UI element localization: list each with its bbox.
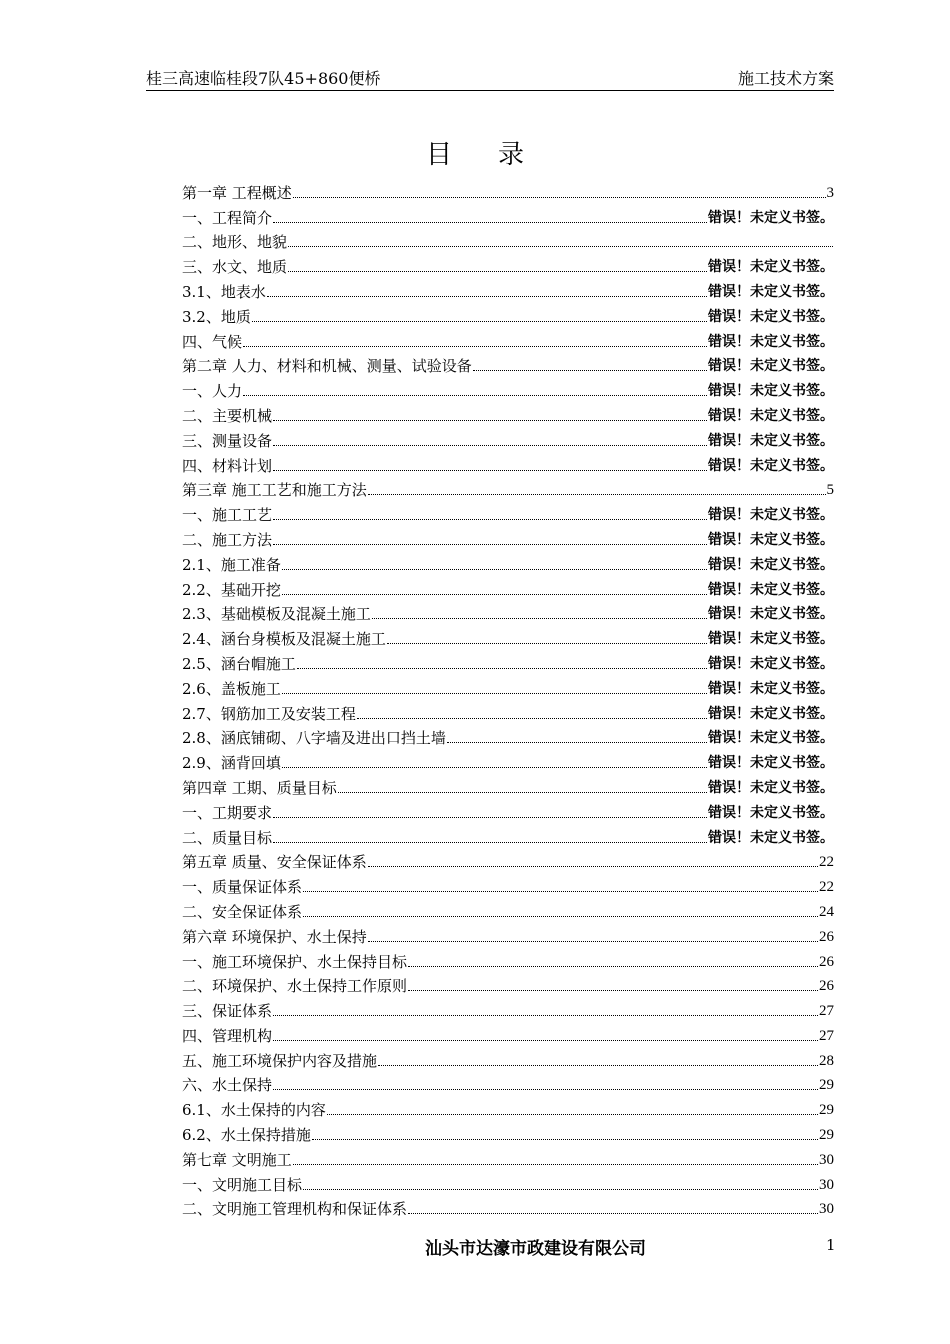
toc-dot-leader: [273, 817, 707, 818]
toc-entry[interactable]: [182, 649, 834, 674]
toc-entry-page: 26: [819, 928, 834, 945]
toc-entry-page: 错误！未定义书签。: [708, 209, 834, 226]
toc-entry[interactable]: [182, 1120, 834, 1145]
toc-entry[interactable]: [182, 947, 834, 972]
toc-dot-leader: [447, 742, 707, 743]
toc-dot-leader: [303, 916, 818, 917]
toc-entry[interactable]: [182, 277, 834, 302]
toc-dot-leader: [243, 395, 707, 396]
toc-dot-leader: [387, 643, 707, 644]
toc-dot-leader: [282, 594, 707, 595]
toc-dot-leader: [368, 941, 818, 942]
toc-entry-label: 第四章 工期、质量目标: [182, 778, 337, 797]
toc-entry-page: 错误！未定义书签。: [708, 407, 834, 424]
toc-entry[interactable]: [182, 1095, 834, 1120]
toc-entry-page: 错误！未定义书签。: [708, 581, 834, 598]
toc-entry-page: 错误！未定义书签。: [708, 556, 834, 573]
toc-title: 目录: [425, 140, 570, 170]
toc-entry-label: 二、施工方法: [182, 530, 273, 549]
toc-entry-label: 三、保证体系: [182, 1002, 273, 1021]
toc-entry-page: 错误！未定义书签。: [708, 358, 834, 375]
toc-entry[interactable]: [182, 748, 834, 773]
toc-entry-page: 错误！未定义书签。: [708, 259, 834, 276]
toc-entry-page: 30: [819, 1151, 834, 1168]
toc-entry-label: 六、水土保持: [182, 1076, 273, 1095]
toc-dot-leader: [368, 494, 826, 495]
toc-entry-page: 错误！未定义书签。: [708, 631, 834, 648]
header-document-type: 施工技术方案: [737, 69, 834, 88]
toc-entry[interactable]: [182, 972, 834, 997]
toc-entry[interactable]: [182, 302, 834, 327]
toc-entry[interactable]: [182, 203, 834, 228]
toc-dot-leader: [273, 1040, 818, 1041]
toc-entry-label: 二、质量目标: [182, 828, 273, 847]
toc-entry[interactable]: [182, 252, 834, 277]
toc-entry-label: 2.8、涵底铺砌、八字墙及进出口挡土墙: [182, 729, 446, 748]
toc-entry-page: 29: [819, 1077, 834, 1094]
toc-entry-label: 一、工程简介: [182, 208, 273, 227]
page-footer: [0, 1234, 950, 1258]
toc-dot-leader: [408, 990, 818, 991]
toc-entry[interactable]: [182, 1046, 834, 1071]
toc-entry-label: 一、人力: [182, 382, 243, 401]
toc-dot-leader: [368, 866, 818, 867]
toc-dot-leader: [338, 792, 707, 793]
toc-entry-label: 一、施工环境保护、水土保持目标: [182, 952, 408, 971]
toc-entry-page: 30: [819, 1176, 834, 1193]
toc-entry[interactable]: [182, 376, 834, 401]
toc-dot-leader: [303, 891, 818, 892]
toc-entry-label: 一、工期要求: [182, 803, 273, 822]
toc-dot-leader: [273, 842, 707, 843]
toc-dot-leader: [378, 1065, 818, 1066]
toc-entry-page: 26: [819, 953, 834, 970]
toc-entry[interactable]: [182, 922, 834, 947]
toc-entry-label: 6.1、水土保持的内容: [182, 1101, 326, 1120]
toc-entry-label: 二、地形、地貌: [182, 233, 288, 252]
toc-entry-page: 错误！未定义书签。: [708, 457, 834, 474]
toc-entry[interactable]: [182, 525, 834, 550]
toc-entry[interactable]: [182, 228, 834, 253]
toc-entry[interactable]: [182, 401, 834, 426]
toc-entry-page: 22: [819, 879, 834, 896]
toc-dot-leader: [273, 1015, 818, 1016]
toc-dot-leader: [273, 1089, 818, 1090]
toc-entry-label: 第一章 工程概述: [182, 183, 292, 202]
toc-entry-page: 错误！未定义书签。: [708, 829, 834, 846]
toc-dot-leader: [297, 668, 707, 669]
toc-entry[interactable]: [182, 624, 834, 649]
toc-entry-label: 第五章 质量、安全保证体系: [182, 853, 367, 872]
toc-entry-label: 二、安全保证体系: [182, 902, 303, 921]
page-header: [146, 66, 834, 91]
toc-dot-leader: [293, 1164, 818, 1165]
toc-entry-page: 错误！未定义书签。: [708, 606, 834, 623]
toc-entry[interactable]: [182, 699, 834, 724]
toc-dot-leader: [288, 271, 707, 272]
toc-entry-page: 错误！未定义书签。: [708, 705, 834, 722]
toc-entry-label: 第二章 人力、材料和机械、测量、试验设备: [182, 357, 472, 376]
toc-entry[interactable]: [182, 724, 834, 749]
toc-entry[interactable]: [182, 327, 834, 352]
toc-entry-page: 错误！未定义书签。: [708, 655, 834, 672]
toc-entry-label: 2.4、涵台身模板及混凝土施工: [182, 630, 386, 649]
toc-entry-label: 一、施工工艺: [182, 506, 273, 525]
toc-entry-page: 错误！未定义书签。: [708, 333, 834, 350]
toc-dot-leader: [252, 321, 707, 322]
toc-entry[interactable]: [182, 848, 834, 873]
toc-entry-page: 29: [819, 1102, 834, 1119]
toc-entry-label: 2.1、施工准备: [182, 555, 281, 574]
toc-entry-label: 一、质量保证体系: [182, 878, 303, 897]
toc-entry[interactable]: [182, 451, 834, 476]
toc-entry-label: 2.5、涵台帽施工: [182, 654, 296, 673]
toc-dot-leader: [273, 470, 707, 471]
toc-entry-page: 错误！未定义书签。: [708, 755, 834, 772]
toc-entry[interactable]: [182, 352, 834, 377]
toc-dot-leader: [267, 296, 707, 297]
toc-entry-page: 30: [819, 1201, 834, 1218]
toc-dot-leader: [408, 1213, 818, 1214]
toc-entry-page: 28: [819, 1052, 834, 1069]
toc-entry-page: 29: [819, 1127, 834, 1144]
toc-entry-page: 错误！未定义书签。: [708, 432, 834, 449]
toc-entry[interactable]: [182, 1195, 834, 1220]
toc-entry-page: 24: [819, 903, 834, 920]
toc-dot-leader: [273, 420, 707, 421]
toc-entry[interactable]: [182, 996, 834, 1021]
toc-dot-leader: [282, 693, 707, 694]
toc-entry-page: 错误！未定义书签。: [708, 383, 834, 400]
toc-entry-page: 26: [819, 978, 834, 995]
toc-entry[interactable]: [182, 1021, 834, 1046]
toc-entry-label: 2.2、基础开挖: [182, 580, 281, 599]
toc-entry-label: 二、主要机械: [182, 406, 273, 425]
toc-entry-page: 错误！未定义书签。: [708, 283, 834, 300]
toc-entry[interactable]: [182, 798, 834, 823]
toc-entry-label: 6.2、水土保持措施: [182, 1126, 311, 1145]
toc-entry[interactable]: [182, 476, 834, 501]
toc-dot-leader: [293, 197, 826, 198]
table-of-contents: [182, 178, 834, 1219]
toc-entry-label: 3.1、地表水: [182, 282, 266, 301]
toc-entry-label: 第三章 施工工艺和施工方法: [182, 481, 367, 500]
toc-entry-page: 错误！未定义书签。: [708, 680, 834, 697]
toc-entry[interactable]: [182, 773, 834, 798]
toc-entry-page: 5: [826, 482, 834, 499]
toc-entry-label: 三、测量设备: [182, 431, 273, 450]
toc-dot-leader: [273, 222, 707, 223]
toc-entry-page: 错误！未定义书签。: [708, 804, 834, 821]
footer-page-number: 1: [826, 1236, 836, 1254]
toc-dot-leader: [273, 445, 707, 446]
toc-entry-label: 三、水文、地质: [182, 258, 288, 277]
toc-entry[interactable]: [182, 426, 834, 451]
toc-entry[interactable]: [182, 575, 834, 600]
toc-dot-leader: [243, 346, 707, 347]
toc-entry-label: 二、文明施工管理机构和保证体系: [182, 1200, 408, 1219]
toc-entry[interactable]: [182, 823, 834, 848]
toc-entry-page: 错误！未定义书签。: [708, 308, 834, 325]
toc-dot-leader: [273, 519, 707, 520]
toc-entry-label: 一、文明施工目标: [182, 1175, 303, 1194]
toc-entry-label: 3.2、地质: [182, 307, 251, 326]
toc-dot-leader: [303, 1189, 818, 1190]
toc-entry-label: 第七章 文明施工: [182, 1150, 292, 1169]
toc-entry[interactable]: [182, 872, 834, 897]
toc-entry-page: 3: [826, 184, 834, 201]
toc-entry[interactable]: [182, 600, 834, 625]
toc-dot-leader: [408, 966, 818, 967]
toc-entry-page: 错误！未定义书签。: [708, 730, 834, 747]
toc-entry-page: 错误！未定义书签。: [708, 531, 834, 548]
toc-entry-label: 五、施工环境保护内容及措施: [182, 1051, 378, 1070]
toc-dot-leader: [372, 618, 707, 619]
toc-dot-leader: [288, 246, 833, 247]
toc-entry-label: 四、材料计划: [182, 456, 273, 475]
footer-company-name: 汕头市达濠市政建设有限公司: [425, 1239, 646, 1259]
toc-dot-leader: [327, 1114, 818, 1115]
toc-entry-label: 2.6、盖板施工: [182, 679, 281, 698]
toc-entry-label: 2.7、钢筋加工及安装工程: [182, 704, 356, 723]
toc-dot-leader: [282, 767, 707, 768]
toc-entry-label: 四、管理机构: [182, 1026, 273, 1045]
toc-entry-page: 错误！未定义书签。: [708, 507, 834, 524]
toc-entry[interactable]: [182, 178, 834, 203]
header-project-name: 桂三高速临桂段7队45+860便桥: [146, 69, 381, 88]
toc-entry[interactable]: [182, 897, 834, 922]
toc-dot-leader: [312, 1139, 818, 1140]
toc-entry[interactable]: [182, 1170, 834, 1195]
toc-dot-leader: [273, 544, 707, 545]
toc-dot-leader: [357, 718, 707, 719]
toc-entry[interactable]: [182, 1145, 834, 1170]
toc-entry-page: 22: [819, 854, 834, 871]
toc-entry-page: 27: [819, 1003, 834, 1020]
toc-entry[interactable]: [182, 550, 834, 575]
toc-dot-leader: [282, 569, 707, 570]
toc-entry-label: 2.9、涵背回填: [182, 754, 281, 773]
toc-entry-page: 错误！未定义书签。: [708, 779, 834, 796]
toc-entry-label: 2.3、基础模板及混凝土施工: [182, 605, 371, 624]
toc-entry[interactable]: [182, 500, 834, 525]
toc-entry[interactable]: [182, 674, 834, 699]
toc-entry[interactable]: [182, 1071, 834, 1096]
toc-entry-label: 第六章 环境保护、水土保持: [182, 927, 367, 946]
toc-entry-page: 27: [819, 1027, 834, 1044]
toc-entry-label: 二、环境保护、水土保持工作原则: [182, 977, 408, 996]
toc-entry-label: 四、气候: [182, 332, 243, 351]
toc-dot-leader: [473, 370, 707, 371]
